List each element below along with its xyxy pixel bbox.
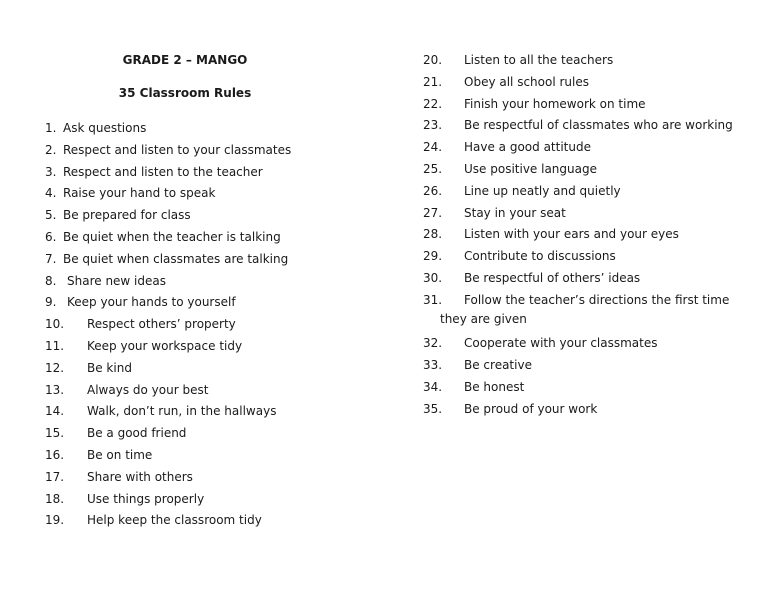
rule-number: 32.	[423, 336, 443, 351]
rule-item	[45, 491, 385, 513]
rule-item	[423, 161, 743, 183]
rule-text: Listen to all the teachers	[464, 53, 614, 67]
rule-item	[45, 469, 385, 491]
rule-item	[45, 403, 385, 425]
rule-text: Always do your best	[87, 382, 209, 397]
rule-item	[45, 164, 385, 186]
rule-text: Cooperate with your classmates	[464, 336, 658, 351]
rule-text: Respect and listen to your classmates	[63, 142, 292, 157]
rule-text: Use positive language	[464, 161, 597, 176]
rule-text: Be on time	[87, 447, 153, 462]
rule-item	[423, 52, 743, 74]
rule-number: 12.	[45, 360, 65, 375]
rules-list-right	[423, 52, 743, 423]
rule-item	[423, 292, 743, 336]
rule-text: Keep your hands to yourself	[67, 295, 236, 310]
rule-text: Be creative	[464, 358, 532, 373]
rule-number: 33.	[423, 358, 443, 373]
rule-text: Be kind	[87, 360, 132, 375]
rule-item	[423, 96, 743, 118]
rule-text: Respect others’ property	[87, 317, 236, 332]
rule-text: Contribute to discussions	[464, 249, 616, 264]
rule-text-continuation: they are given	[440, 311, 527, 326]
rule-number: 11.	[45, 338, 65, 353]
rule-item	[423, 270, 743, 292]
rule-text: Walk, don’t run, in the hallways	[87, 404, 277, 419]
rule-number: 16.	[45, 447, 65, 462]
rule-item	[423, 205, 743, 227]
rule-number: 10.	[45, 317, 65, 332]
rule-number: 14.	[45, 404, 65, 419]
rule-text: Be quiet when the teacher is talking	[63, 229, 281, 244]
rule-number: 4.	[45, 186, 57, 201]
rule-text: Line up neatly and quietly	[464, 183, 621, 198]
rule-item	[423, 401, 743, 423]
rule-item	[45, 142, 385, 164]
rule-number: 9.	[45, 295, 57, 310]
rule-text: Be respectful of others’ ideas	[464, 270, 641, 285]
rule-number: 19.	[45, 513, 65, 528]
rules-list-left	[45, 120, 385, 534]
rule-text: Share new ideas	[67, 273, 166, 288]
rule-text: Respect and listen to the teacher	[63, 164, 263, 179]
rule-text: Be a good friend	[87, 426, 187, 441]
rule-text: Raise your hand to speak	[63, 186, 216, 201]
rule-item	[423, 226, 743, 248]
rule-text: Use things properly	[87, 491, 205, 506]
rule-number: 3.	[45, 164, 57, 179]
rule-number: 28.	[423, 227, 443, 242]
rule-text: Help keep the classroom tidy	[87, 513, 262, 528]
rule-number: 30.	[423, 270, 443, 285]
rule-number: 20.	[423, 53, 443, 67]
rule-number: 15.	[45, 426, 65, 441]
rule-text: Keep your workspace tidy	[87, 338, 243, 353]
rule-number: 7.	[45, 251, 57, 266]
rule-item	[45, 294, 385, 316]
rule-item	[423, 183, 743, 205]
rule-text: Be prepared for class	[63, 208, 191, 223]
rule-item	[45, 316, 385, 338]
rule-text: Be quiet when classmates are talking	[63, 251, 289, 266]
rule-number: 17.	[45, 469, 65, 484]
rule-text: Be honest	[464, 379, 525, 394]
rule-text: Obey all school rules	[464, 74, 589, 89]
rule-text: Listen with your ears and your eyes	[464, 227, 679, 242]
rule-number: 27.	[423, 205, 443, 220]
rule-item	[45, 273, 385, 295]
rule-item	[45, 185, 385, 207]
rule-item	[423, 357, 743, 379]
rule-item	[423, 379, 743, 401]
rule-text: Ask questions	[63, 121, 147, 135]
rule-text: Follow the teacher’s directions the first time	[464, 292, 730, 307]
rule-item	[45, 251, 385, 273]
rule-number: 34.	[423, 379, 443, 394]
rule-number: 31.	[423, 292, 443, 307]
rule-number: 5.	[45, 208, 57, 223]
rule-item	[45, 120, 385, 142]
rule-text: Stay in your seat	[464, 205, 566, 220]
rule-number: 35.	[423, 401, 443, 416]
document-subtitle: 35 Classroom Rules	[118, 86, 252, 100]
rule-number: 23.	[423, 118, 443, 133]
rule-number: 18.	[45, 491, 65, 506]
rule-number: 21.	[423, 74, 443, 89]
rule-number: 1.	[45, 121, 57, 135]
rule-item	[423, 335, 743, 357]
rule-item	[423, 117, 743, 139]
rule-item	[45, 512, 385, 534]
rule-number: 24.	[423, 140, 443, 155]
rule-item	[423, 139, 743, 161]
rule-number: 2.	[45, 142, 57, 157]
rule-item	[45, 382, 385, 404]
document-title: GRADE 2 – MANGO	[122, 53, 248, 67]
rule-number: 29.	[423, 249, 443, 264]
rule-number: 26.	[423, 183, 443, 198]
rule-number: 13.	[45, 382, 65, 397]
rule-item	[423, 248, 743, 270]
rule-item	[45, 338, 385, 360]
rule-text: Be respectful of classmates who are working	[464, 118, 733, 133]
rule-text: Share with others	[87, 469, 193, 484]
rule-item	[45, 229, 385, 251]
rule-text: Finish your homework on time	[464, 96, 646, 111]
rule-text: Have a good attitude	[464, 140, 591, 155]
rule-item	[423, 74, 743, 96]
rule-item	[45, 447, 385, 469]
rule-item	[45, 425, 385, 447]
rule-item	[45, 207, 385, 229]
rule-number: 8.	[45, 273, 57, 288]
rule-number: 22.	[423, 96, 443, 111]
rule-number: 6.	[45, 229, 57, 244]
rule-number: 25.	[423, 161, 443, 176]
rule-item	[45, 360, 385, 382]
rule-text: Be proud of your work	[464, 401, 598, 416]
